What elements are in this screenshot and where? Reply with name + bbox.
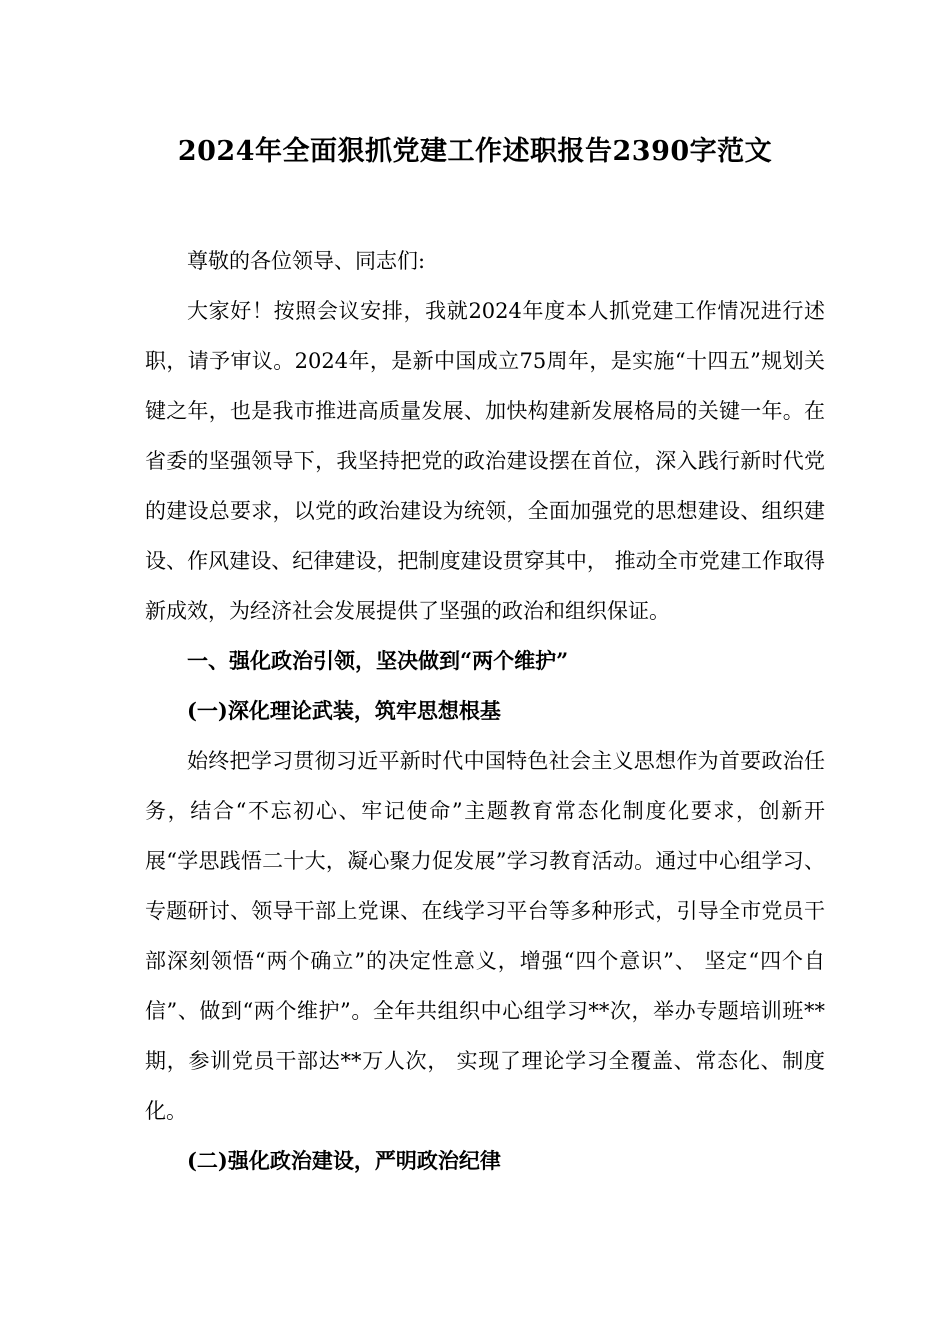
document-body xyxy=(145,236,825,1186)
intro-paragraph: 大家好！按照会议安排，我就2024年度本人抓党建工作情况进行述职，请予审议。2024年，是新中国成立75周年，是实施“十四五”规划关键之年，也是我市推进高质量发展、加快构建新发展格局的关键一年。在省委的坚强领导下，我坚持把党的政治建设摆在首位，深入践行新时代党的建设总要求，以党的政治建设为统领，全面加强党的思想建设、组织建设、作风建设、纪律建设，把制度建设贯穿其中， 推动全市党建工作取得新成效，为经济社会发展提供了坚强的政治和组织保证。 xyxy=(145,299,825,623)
body-paragraph-theory: 始终把学习贯彻习近平新时代中国特色社会主义思想作为首要政治任务，结合“不忘初心、牢记使命”主题教育常态化制度化要求，创新开展“学思践悟二十大，凝心聚力促发展”学习教育活动。通过中心组学习、专题研讨、领导干部上党课、在线学习平台等多种形式，引导全市党员干部深刻领悟“两个确立”的决定性意义，增强“四个意识”、 坚定“四个自信”、做到“两个维护”。全年共组织中心组学习**次，举办专题培训班**期，参训党员干部达**万人次， 实现了理论学习全覆盖、常态化、制度化。 xyxy=(145,749,825,1123)
subsection-heading-2: (二)强化政治建设，严明政治纪律 xyxy=(187,1148,501,1173)
salutation-paragraph: 尊敬的各位领导、同志们: xyxy=(187,249,426,273)
subsection-heading-1: (一)深化理论武装，筑牢思想根基 xyxy=(187,698,501,723)
section-heading-1: 一、强化政治引领，坚决做到“两个维护” xyxy=(187,648,569,673)
document-title: 2024年全面狠抓党建工作述职报告2390字范文 xyxy=(177,136,773,167)
